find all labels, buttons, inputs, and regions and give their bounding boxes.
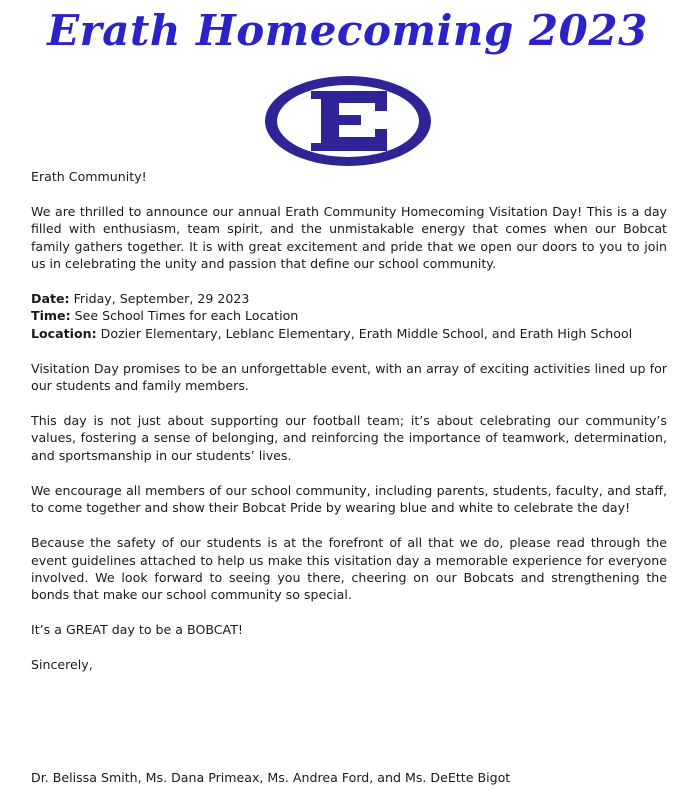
safety-paragraph: Because the safety of our students is at the forefront of all that we do, please read through the event guidelines attached to help us make this visitation day a memorable experience for everyone involved. We look forward to seeing you there, cheering on our Bobcats and strengthening the bonds that make our school community so special. (31, 535, 667, 603)
event-details (31, 290, 667, 342)
location-line (31, 325, 667, 342)
school-logo (263, 74, 433, 168)
date-value: Friday, September, 29 2023 (69, 291, 250, 307)
time-label: Time: (31, 308, 71, 324)
values-paragraph: This day is not just about supporting our football team; it’s about celebrating our community’s values, fostering a sense of belonging, and reinforcing the importance of teamwork, determination, and sportsmanship in our students’ lives. (31, 413, 667, 463)
date-line (31, 290, 667, 307)
intro-paragraph: We are thrilled to announce our annual Erath Community Homecoming Visitation Day! This is a day filled with enthusiasm, team spirit, and the unmistakable energy that comes when our Bobcat family gathers together. It is with great excitement and pride that we open our doors to you to join us in celebrating the unity and passion that define our school community. (31, 203, 667, 272)
date-label: Date: (31, 291, 70, 307)
location-label: Location: (31, 325, 97, 341)
location-value: Dozier Elementary, Leblanc Elementary, Erath Middle School, and Erath High School (96, 325, 633, 341)
page-title: Erath Homecoming 2023 (47, 6, 648, 55)
great-day-line: It’s a GREAT day to be a BOBCAT! (31, 622, 243, 638)
signers-line: Dr. Belissa Smith, Ms. Dana Primeax, Ms. Andrea Ford, and Ms. DeEtte Bigot (31, 770, 511, 785)
greeting: Erath Community! (31, 169, 147, 184)
time-line (31, 307, 667, 324)
promise-paragraph: Visitation Day promises to be an unforgettable event, with an array of exciting activities lined up for our students and family members. (31, 360, 667, 394)
sincerely-line: Sincerely, (31, 657, 93, 673)
time-value: See School Times for each Location (70, 308, 299, 324)
letter-body (31, 168, 667, 674)
encourage-paragraph: We encourage all members of our school community, including parents, students, faculty, and staff, to come together and show their Bobcat Pride by wearing blue and white to celebrate the day! (31, 482, 667, 516)
